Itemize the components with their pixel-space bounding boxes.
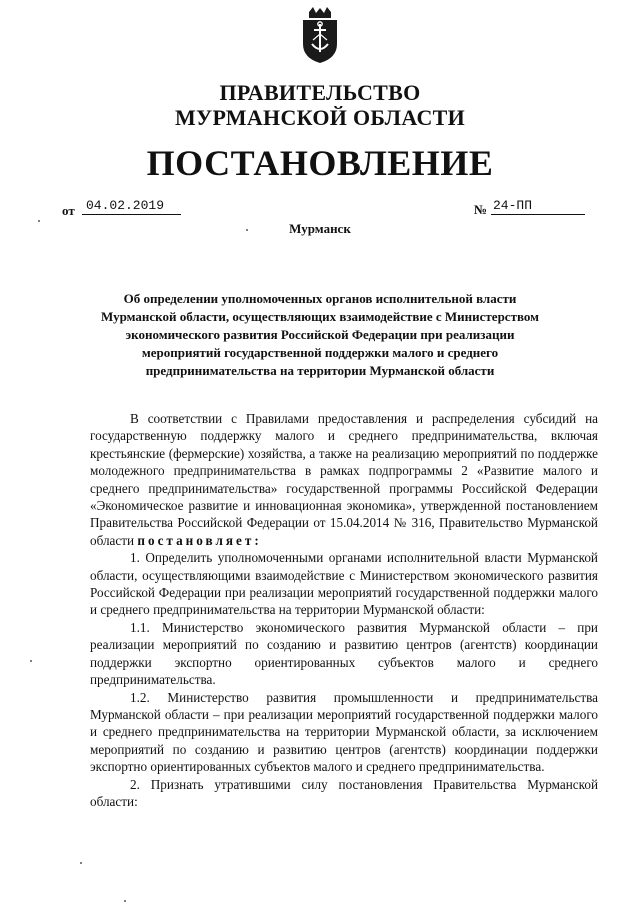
number-prefix-label: №: [474, 202, 488, 217]
body-paragraph-item-1-2: 1.2. Министерство развития промышленности и предпринимательства Мурманской области – при реализации мероприятий государственной поддержки малого и среднего предпринимательства на территории Мурманской области, за исключением мероприятий по созданию и развитию центров (агентств) координации поддержки экспортно ориентированных субъектов малого и среднего предпринимательства.: [90, 689, 598, 775]
scan-speck: [30, 660, 32, 662]
document-subject: Об определении уполномоченных органов исполнительной власти Мурманской области, осуществляющих взаимодействие с Министерством экономического развития Российской Федерации при реализации мероприятий государственной поддержки малого и среднего предпринимательства на территории Мурманской области: [101, 291, 539, 378]
government-title: [0, 80, 640, 130]
document-type-heading: ПОСТАНОВЛЕНИЕ: [146, 143, 494, 183]
preamble-text: В соответствии с Правилами предоставления и распределения субсидий на государственную поддержку малого и среднего предпринимательства, включая крестьянские (фермерские) хозяйства, а также на реализацию мероприятий по поддержке молодежного предпринимательства в рамках подпрограммы 2 «Развитие малого и среднего предпринимательства» государственной программы Российской Федерации «Экономическое развитие и инновационная экономика», утвержденной постановлением Правительства Российской Федерации от 15.04.2014 № 316, Правительство Мурманской области: [90, 411, 598, 548]
body-paragraph: [90, 410, 598, 549]
document-body: [90, 410, 598, 810]
scan-speck: [38, 220, 40, 222]
document-date: 04.02.2019: [82, 198, 181, 215]
resolves-word: постановляет:: [137, 532, 262, 548]
scan-speck: [124, 900, 126, 902]
scan-speck: [80, 862, 82, 864]
body-paragraph-item-2: 2. Признать утратившими силу постановления Правительства Мурманской области:: [90, 776, 598, 809]
date-number-row: [0, 198, 640, 218]
document-number: 24-ПП: [491, 198, 585, 215]
scan-speck: [246, 229, 248, 231]
government-title-line-2: МУРМАНСКОЙ ОБЛАСТИ: [174, 105, 466, 130]
body-paragraph-item-1: 1. Определить уполномоченными органами исполнительной власти Мурманской области, осуществляющими взаимодействие с Министерством экономического развития Российской Федерации при реализации мероприятий государственной поддержки малого и среднего предпринимательства на территории Мурманской области:: [90, 550, 598, 618]
body-paragraph-item-1-1: 1.1. Министерство экономического развития Мурманской области – при реализации мероприятий по созданию и развитию центров (агентств) координации поддержки экспортно ориентированных субъектов малого и среднего предпринимательства.: [90, 619, 598, 688]
date-prefix-label: от: [62, 203, 75, 218]
city-label: Мурманск: [289, 221, 351, 236]
coat-of-arms-emblem: [301, 6, 339, 64]
government-title-line-1: ПРАВИТЕЛЬСТВО: [219, 80, 421, 105]
